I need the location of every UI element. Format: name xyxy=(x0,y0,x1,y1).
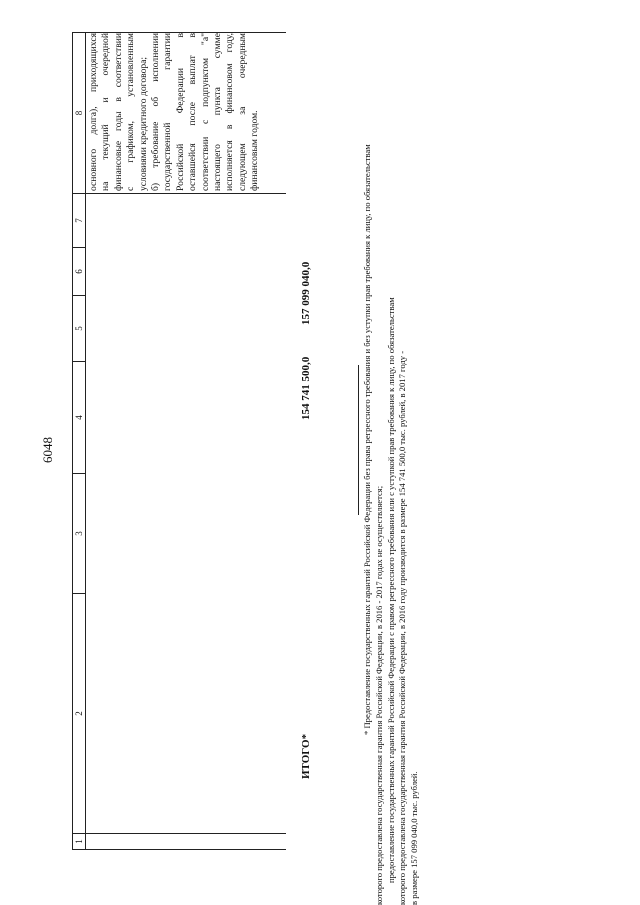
footnote-separator xyxy=(358,365,359,515)
cell-line: настоящего пункта сумме xyxy=(212,33,224,191)
col-header-6: 6 xyxy=(73,247,85,295)
footnote-line: * Предоставление государственных гарантий Российской Федерации без права регрессного требования и без уступки прав требования к лицу, по обязательствам xyxy=(362,144,372,735)
col-header-7: 7 xyxy=(73,193,85,247)
cell-line: финансовые годы в соответствии xyxy=(112,33,124,191)
total-label: ИТОГО* xyxy=(300,733,312,779)
cell-line: оставшейся после выплат в xyxy=(187,33,199,191)
footnote-line: в размере 157 099 040,0 тыс. рублей. xyxy=(409,771,420,905)
table-header-row xyxy=(72,32,86,850)
footnotes xyxy=(362,35,421,905)
cell-line: Российской Федерации в xyxy=(174,33,186,191)
cell-line: б) требование об исполнении xyxy=(150,33,162,191)
col-header-1: 1 xyxy=(73,833,85,849)
col-divider xyxy=(86,193,286,194)
total-row xyxy=(300,32,320,850)
col-header-4: 4 xyxy=(73,361,85,473)
footnote-line: которого предоставлена государственная гарантия Российской Федерации, в 2016 - 2017 годах не осуществляется; xyxy=(373,485,384,905)
cell-line: основного долга), приходящихся xyxy=(88,33,99,191)
total-value-col4: 154 741 500,0 xyxy=(300,356,312,420)
cell-line: соответствии с подпунктом "а" xyxy=(199,33,211,191)
col-header-3: 3 xyxy=(73,473,85,593)
table-body xyxy=(86,32,286,850)
col8-cell-text xyxy=(88,33,262,191)
footnote-line: предоставление государственных гарантий Российской Федерации с правом регрессного требования или с уступкой прав требования к лицу, по обязательствам xyxy=(385,297,396,883)
cell-line: условиями кредитного договора; xyxy=(137,56,149,191)
page-number: 6048 xyxy=(40,437,55,463)
col-header-2: 2 xyxy=(73,593,85,833)
table-border-left xyxy=(86,849,286,850)
cell-line: на текущий и очередной xyxy=(100,33,112,191)
col-divider xyxy=(86,833,286,834)
cell-line: финансовым годом. xyxy=(249,110,261,191)
cell-line: исполняется в финансовом году, xyxy=(224,33,236,191)
cell-line: следующем за очередным xyxy=(236,33,248,191)
col-header-5: 5 xyxy=(73,295,85,361)
cell-line: с графиком, установленным xyxy=(125,33,137,191)
col-header-8: 8 xyxy=(74,110,84,116)
footnote-line: которого предоставлена государственная гарантия Российской Федерации, в 2016 году производится в размере 154 741 500,0 тыс. рублей, в 2017 году - xyxy=(397,350,408,905)
cell-line: государственной гарантии xyxy=(162,33,174,191)
total-value-col5: 157 099 040,0 xyxy=(300,261,312,325)
guarantee-table xyxy=(72,32,372,850)
